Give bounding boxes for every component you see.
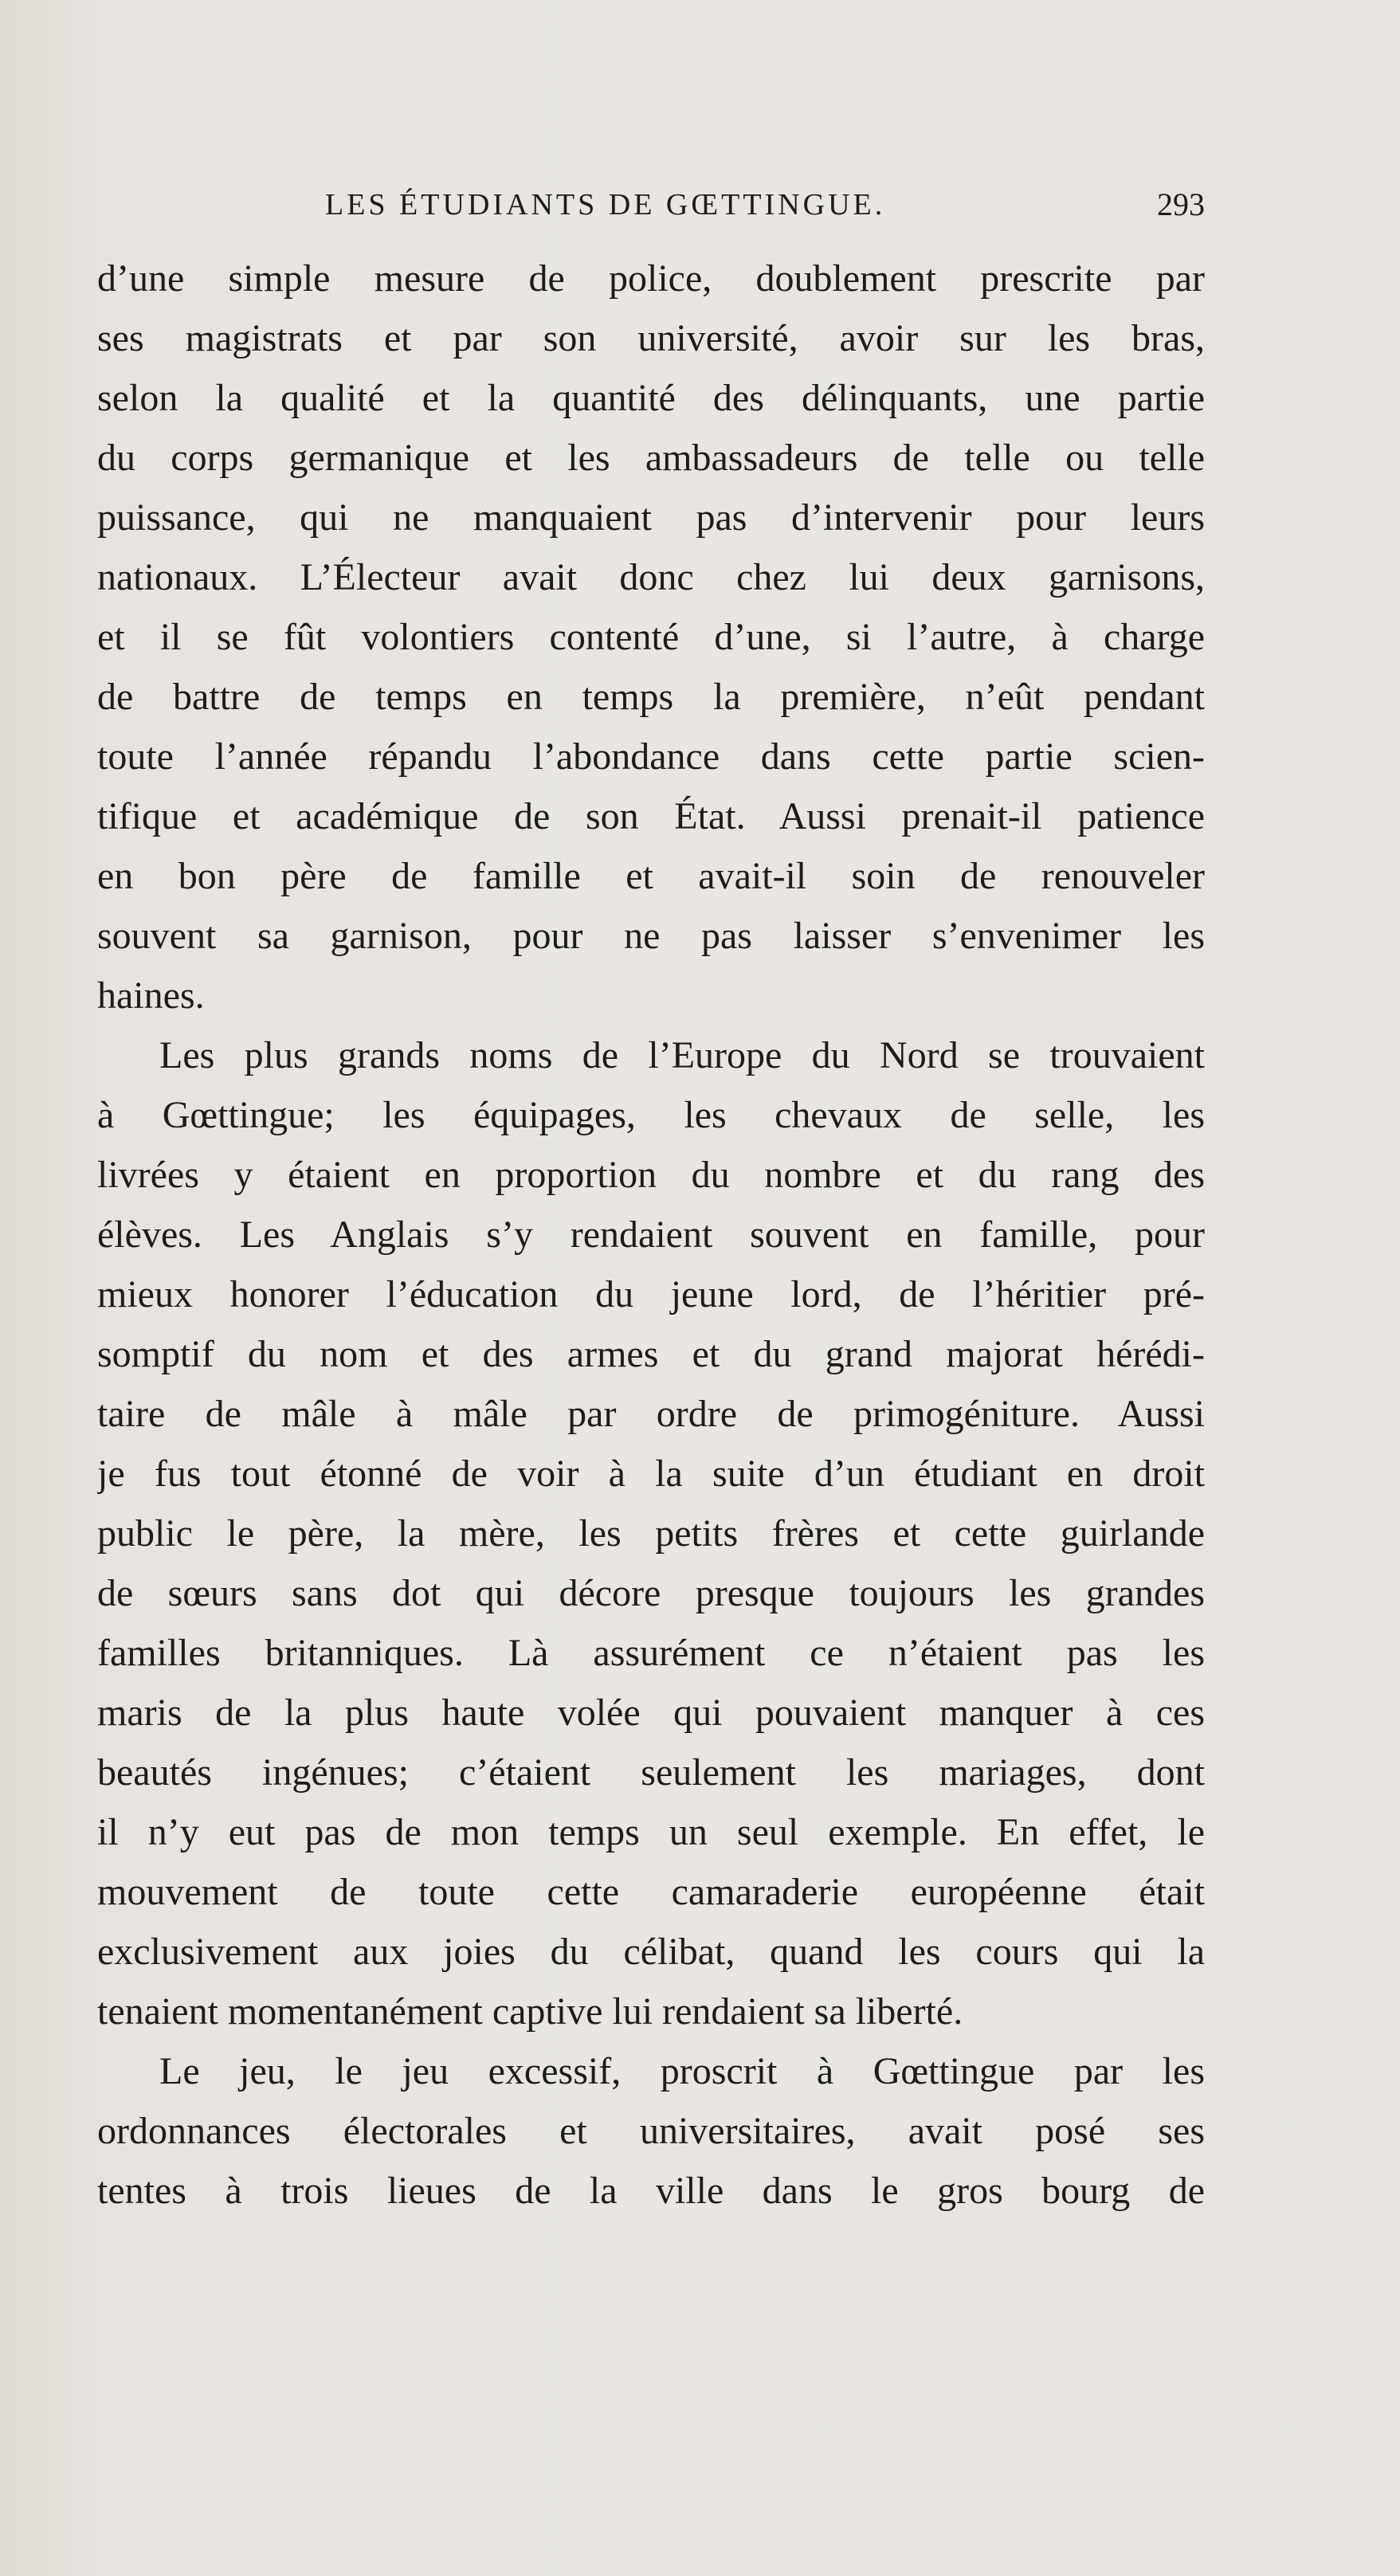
body-text: [97, 249, 1205, 2221]
text-line: beautés ingénues; c’étaient seulement les mariages, dont: [97, 1751, 1205, 1794]
text-line: du corps germanique et les ambassadeurs de telle ou telle: [97, 437, 1205, 479]
text-line: taire de mâle à mâle par ordre de primogéniture. Aussi: [97, 1393, 1205, 1435]
text-line: selon la qualité et la quantité des délinquants, une partie: [97, 377, 1205, 419]
text-line: maris de la plus haute volée qui pouvaient manquer à ces: [97, 1692, 1205, 1734]
text-line: je fus tout étonné de voir à la suite d’un étudiant en droit: [97, 1453, 1205, 1495]
text-line: et il se fût volontiers contenté d’une, si l’autre, à charge: [97, 616, 1205, 658]
text-line: d’une simple mesure de police, doublement prescrite par: [97, 257, 1205, 300]
text-line: livrées y étaient en proportion du nombre et du rang des: [97, 1154, 1205, 1196]
text-line: mieux honorer l’éducation du jeune lord, de l’héritier pré-: [97, 1273, 1205, 1315]
text-line: souvent sa garnison, pour ne pas laisser s’envenimer les: [97, 915, 1205, 957]
text-line: à Gœttingue; les équipages, les chevaux de selle, les: [97, 1094, 1205, 1136]
text-line: en bon père de famille et avait-il soin de renouveler: [97, 855, 1205, 897]
text-line: public le père, la mère, les petits frères et cette guirlande: [97, 1512, 1205, 1555]
text-line: Le jeu, le jeu excessif, proscrit à Gœttingue par les: [159, 2050, 1205, 2092]
text-line: il n’y eut pas de mon temps un seul exemple. En effet, le: [97, 1811, 1205, 1853]
text-line: tenaient momentanément captive lui rendaient sa liberté.: [97, 1990, 963, 2033]
text-line: nationaux. L’Électeur avait donc chez lui deux garnisons,: [97, 556, 1205, 598]
page-header: [97, 177, 1205, 233]
running-title: LES ÉTUDIANTS DE GŒTTINGUE.: [325, 188, 886, 222]
text-line: tifique et académique de son État. Aussi prenait-il patience: [97, 795, 1205, 837]
text-line: élèves. Les Anglais s’y rendaient souvent en famille, pour: [97, 1214, 1205, 1256]
text-line: de battre de temps en temps la première, n’eût pendant: [97, 676, 1205, 718]
text-line: tentes à trois lieues de la ville dans le gros bourg de: [97, 2170, 1205, 2212]
text-line: familles britanniques. Là assurément ce n’étaient pas les: [97, 1632, 1205, 1674]
text-line: ordonnances électorales et universitaires, avait posé ses: [97, 2110, 1205, 2152]
page-number: 293: [1157, 186, 1205, 222]
text-line: toute l’année répandu l’abondance dans cette partie scien-: [97, 735, 1205, 778]
text-line: haines.: [97, 974, 205, 1017]
text-line: puissance, qui ne manquaient pas d’intervenir pour leurs: [97, 496, 1205, 539]
text-line: somptif du nom et des armes et du grand majorat hérédi-: [97, 1333, 1205, 1375]
text-line: mouvement de toute cette camaraderie européenne était: [97, 1871, 1205, 1913]
text-line: ses magistrats et par son université, avoir sur les bras,: [97, 317, 1205, 359]
text-line: de sœurs sans dot qui décore presque toujours les grandes: [97, 1572, 1205, 1614]
text-line: Les plus grands noms de l’Europe du Nord se trouvaient: [159, 1034, 1205, 1076]
text-line: exclusivement aux joies du célibat, quand les cours qui la: [97, 1931, 1205, 1973]
